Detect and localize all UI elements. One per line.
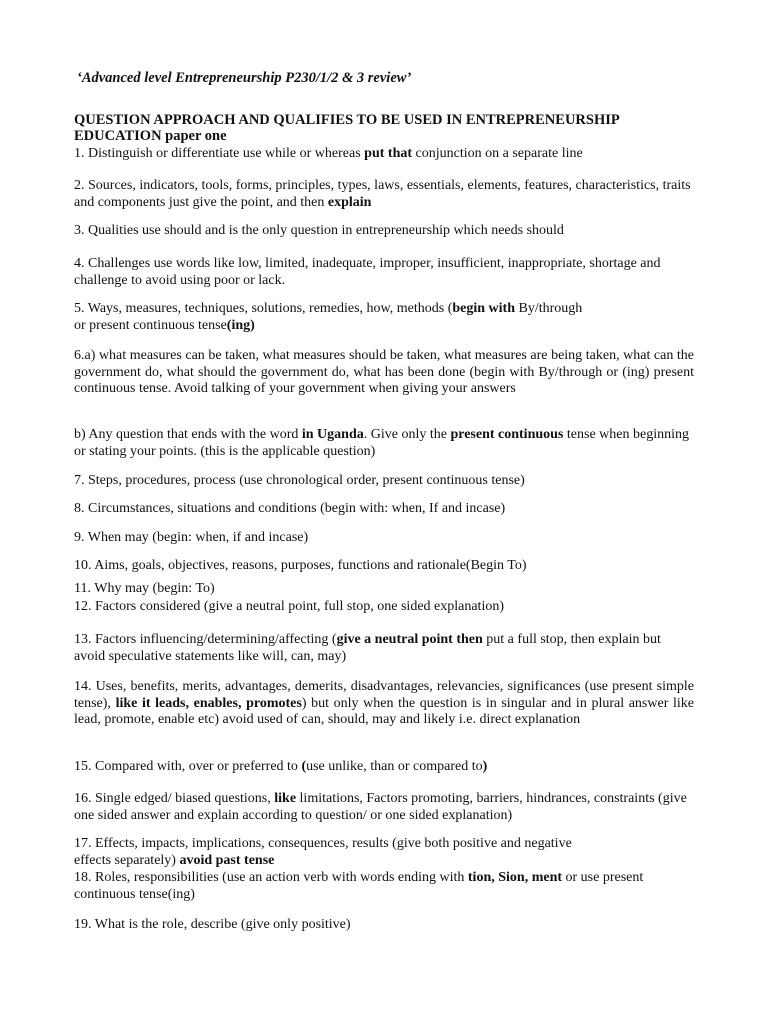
- item-11: 11. Why may (begin: To): [74, 581, 215, 596]
- item-13: 13. Factors influencing/determining/affecting (give a neutral point then put a full stop, then explain but avoid speculative statements like will, can, may): [74, 632, 661, 664]
- item-6a: 6.a) what measures can be taken, what measures should be taken, what measures are being taken, what can the government do, what should the government do, what has been done (begin with By/through or (ing) present continuous tense. Avoid talking of your government when giving your answers: [74, 348, 694, 396]
- item-17: 17. Effects, impacts, implications, consequences, results (give both positive and negative effects separately) avoid past tense: [74, 836, 572, 868]
- item-1: 1. Distinguish or differentiate use while or whereas put that conjunction on a separate line: [74, 146, 583, 161]
- item-8: 8. Circumstances, situations and conditions (begin with: when, If and incase): [74, 501, 506, 516]
- item-19: 19. What is the role, describe (give only positive): [74, 917, 351, 932]
- item-6b: b) Any question that ends with the word in Uganda. Give only the present continuous tense when beginning or stating your points. (this is the applicable question): [74, 427, 689, 459]
- item-7: 7. Steps, procedures, process (use chronological order, present continuous tense): [74, 473, 525, 488]
- item-10: 10. Aims, goals, objectives, reasons, purposes, functions and rationale(Begin To): [74, 558, 527, 573]
- item-15: 15. Compared with, over or preferred to (use unlike, than or compared to): [74, 759, 488, 774]
- item-12: 12. Factors considered (give a neutral point, full stop, one sided explanation): [74, 599, 505, 614]
- item-2: 2. Sources, indicators, tools, forms, principles, types, laws, essentials, elements, features, characteristics, traits and components just give the point, and then explain: [74, 178, 691, 210]
- item-18: 18. Roles, responsibilities (use an action verb with words ending with tion, Sion, ment or use present continuous tense(ing): [74, 870, 644, 902]
- item-14: 14. Uses, benefits, merits, advantages, demerits, disadvantages, relevancies, significances (use present simple tense), like it leads, enables, promotes) but only when the question is in singular and in plural answer like lead, promote, enable etc) avoid used of can, should, may and likely i.e. direct explanation: [74, 679, 694, 727]
- heading-line-1: QUESTION APPROACH AND QUALIFIES TO BE USED IN ENTREPRENEURSHIP: [74, 112, 620, 128]
- item-16: 16. Single edged/ biased questions, like limitations, Factors promoting, barriers, hindrances, constraints (give one sided answer and explain according to question/ or one sided explanation): [74, 791, 687, 823]
- item-3: 3. Qualities use should and is the only question in entrepreneurship which needs should: [74, 223, 564, 238]
- item-9: 9. When may (begin: when, if and incase): [74, 530, 309, 545]
- item-4: 4. Challenges use words like low, limited, inadequate, improper, insufficient, inappropriate, shortage and challenge to avoid using poor or lack.: [74, 256, 661, 288]
- heading-line-2: EDUCATION paper one: [74, 128, 227, 144]
- document-title: ‘Advanced level Entrepreneurship P230/1/2 & 3 review’: [77, 70, 412, 86]
- item-5: 5. Ways, measures, techniques, solutions, remedies, how, methods (begin with By/through or present continuous tense(ing): [74, 301, 583, 333]
- section-heading: [74, 112, 694, 144]
